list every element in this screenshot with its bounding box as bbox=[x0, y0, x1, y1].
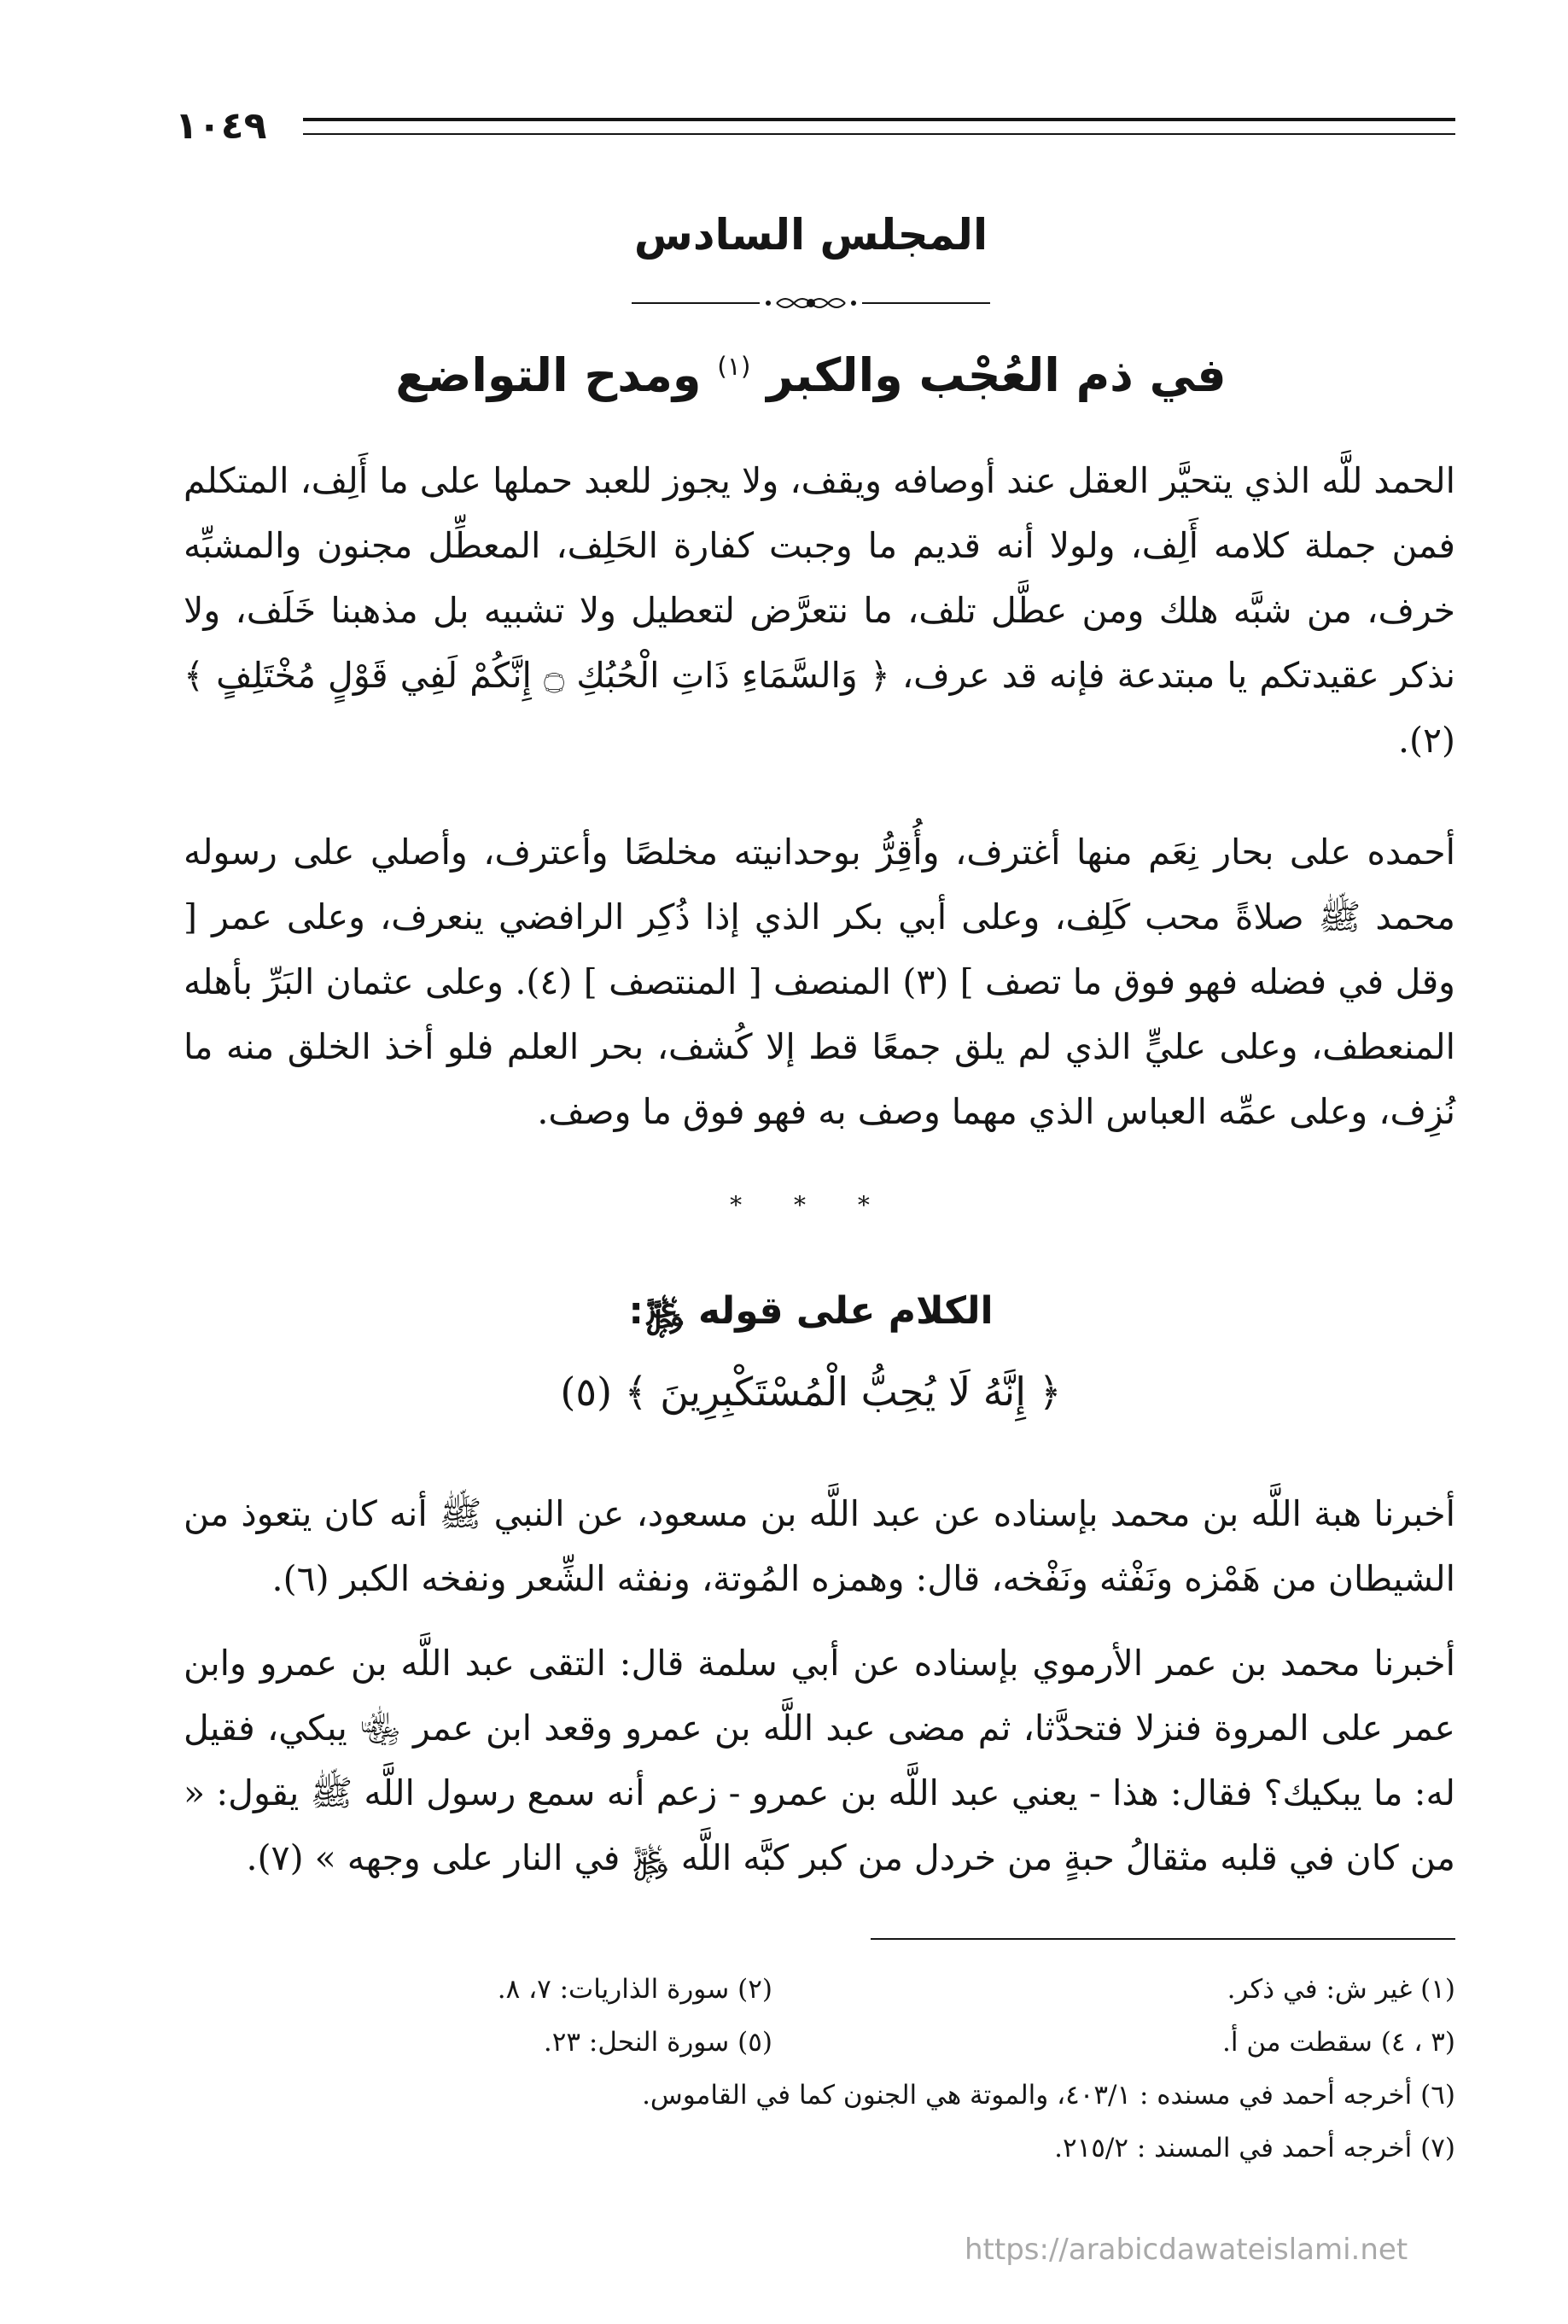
footnote-row bbox=[184, 1964, 1455, 2015]
chapter-subtitle bbox=[341, 333, 1280, 410]
body-paragraph: أحمده على بحار نِعَم منها أغترف، وأُقِرُّ بوحدانيته مخلصًا وأعترف، وأصلي على رسوله محمد ﷺ صلاةً محب كَلِف، وعلى أبي بكر الذي إذا ذُكِر الرافضي ينعرف، وعلى عمر [ وقل في فضله فهو فوق ما تصف ] (٣) المنصف [ المنتصف ] (٤). وعلى عثمان البَرِّ بأهله المنعطف، وعلى عليٍّ الذي لم يلق جمعًا قط إلا كُشف، بحر العلم فلو أخذ الخلق منه ما نُزِف، وعلى عمِّه العباس الذي مهما وصف به فهو فوق ما وصف. bbox=[184, 832, 1455, 1132]
chapter-title: المجلس السادس bbox=[633, 210, 988, 260]
footnote: (٧) أخرجه أحمد في المسند : ٢١٥/٢. bbox=[1054, 2133, 1455, 2163]
body-paragraph: أخبرنا هبة اللَّه بن محمد بإسناده عن عبد اللَّه بن مسعود، عن النبي ﷺ أنه كان يتعوذ من الشيطان من هَمْزه ونَفْثه ونَفْخه، قال: وهمزه المُوتة، ونفثه الشِّعر ونفخه الكبر (٦). bbox=[184, 1493, 1455, 1599]
page-header bbox=[175, 101, 1455, 152]
watermark-url: https://arabicdawateislami.net bbox=[965, 2233, 1408, 2267]
footnote: (٦) أخرجه أحمد في مسنده : ٤٠٣/١، والموتة هي الجنون كما في القاموس. bbox=[642, 2080, 1455, 2111]
footnote-row bbox=[184, 2070, 1455, 2121]
footnote-row bbox=[184, 2123, 1455, 2174]
header-double-rule bbox=[303, 118, 1455, 135]
ornament-divider bbox=[632, 290, 990, 316]
footnote: (١) غير ش: في ذكر. bbox=[1227, 1974, 1455, 2005]
subtitle-footnote-ref: (١) bbox=[717, 352, 751, 382]
quran-verse: ﴿ إِنَّهُ لَا يُحِبُّ الْمُسْتَكْبِرِينَ ﴾ (٥) bbox=[560, 1369, 1062, 1415]
footnote: (٣ ، ٤) سقطت من أ. bbox=[1222, 2027, 1455, 2058]
body-paragraph: أخبرنا محمد بن عمر الأرموي بإسناده عن أبي سلمة قال: التقى عبد اللَّه بن عمرو وابن عمر على المروة فنزلا فتحدَّثا، ثم مضى عبد اللَّه بن عمرو وقعد ابن عمر ﵄ يبكي، فقيل له: ما يبكيك؟ فقال: هذا - يعني عبد اللَّه بن عمرو - زعم أنه سمع رسول اللَّه ﷺ يقول: « من كان في قلبه مثقالُ حبةٍ من خردل من كبر كبَّه اللَّه ﷿ في النار على وجهه » (٧). bbox=[184, 1643, 1455, 1878]
body-paragraph: الحمد للَّه الذي يتحيَّر العقل عند أوصافه ويقف، ولا يجوز للعبد حملها على ما أَلِف، المتكلم فمن جملة كلامه أَلِف، ولولا أنه قديم ما وجبت كفارة الحَلِف، المعطِّل مجنون والمشبِّه خرف، من شبَّه هلك ومن عطَّل تلف، ما نتعرَّض لتعطيل ولا تشبيه بل مذهبنا خَلَف، ولا نذكر عقيدتكم يا مبتدعة فإنه قد عرف، ﴿ وَالسَّمَاءِ ذَاتِ الْحُبُكِ ۝ إِنَّكُمْ لَفِي قَوْلٍ مُخْتَلِفٍ ﴾ (٢). bbox=[184, 460, 1455, 761]
footnote-separator bbox=[871, 1938, 1455, 1940]
footnote: (٥) سورة النحل: ٢٣. bbox=[543, 2027, 772, 2058]
subtitle-text-after: ومدح التواضع bbox=[395, 348, 702, 402]
page-number: ١٠٤٩ bbox=[175, 104, 267, 148]
section-title: الكلام على قوله ﷿: bbox=[628, 1289, 994, 1333]
subtitle-text: في ذم العُجْب والكبر bbox=[767, 348, 1227, 402]
footnote: (٢) سورة الذاريات: ٧، ٨. bbox=[497, 1974, 772, 2005]
section-separator: * * * bbox=[730, 1191, 892, 1219]
footnote-row bbox=[184, 2017, 1455, 2068]
